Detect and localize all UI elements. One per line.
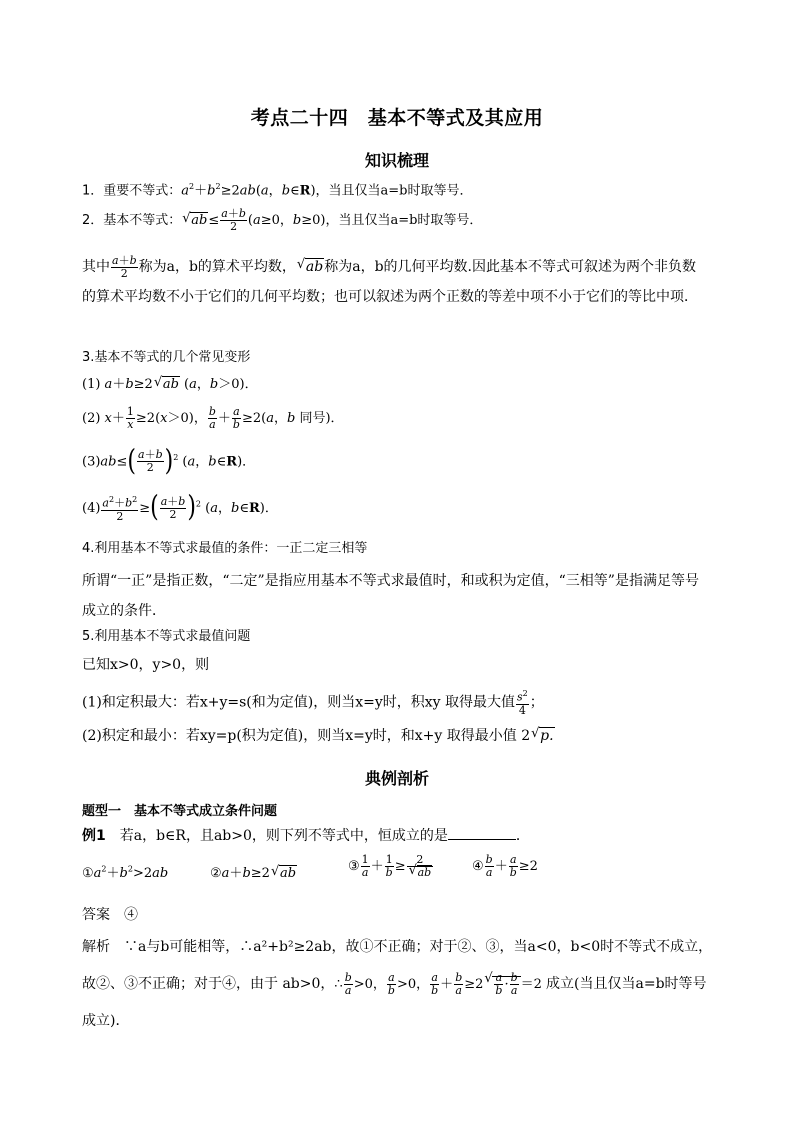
page-title: 考点二十四 基本不等式及其应用	[250, 107, 544, 129]
item-2: 2．基本不等式： √ ab≤ $\frac{a+b}{2}$ (a≥0，b≥0)，当且仅当a=b时取等号．	[82, 207, 483, 233]
answer-line: 答案 ④	[82, 907, 138, 923]
analysis-line-1: 解析 ∵a与b可能相等，∴a²+b²≥2ab，故①不正确；对于②、③，当a<0，b<0时不等式不成立，	[82, 939, 713, 955]
analysis-line-2: 故②、③不正确；对于④，由于 ab>0，∴ $\frac{b}{a}$ >0， $\frac{a}{b}$ >0， $\frac{a}{b}$ ＋ $\frac{b}{a}$ ≥2 √ $\frac{a}{b}$ · $\frac{b}{a}$ ＝2 成立(当且仅当a=b时等号	[82, 971, 707, 997]
variant-4: (4) $\frac{a^2+b^2}{2}$ ≥( $\frac{a+b}{2}$ )$^2$ (a，b∈R)．	[82, 491, 278, 524]
item-1-label: 1．重要不等式：	[82, 183, 182, 199]
item-4-heading: 4.利用基本不等式求最值的条件：一正二定三相等	[82, 541, 368, 556]
item-1: 1．重要不等式：$a^2+b^2\ge 2ab(a$，b∈R)，当且仅当a=b时取等号．	[82, 182, 473, 199]
variant-1: (1) a＋b≥2 √ ab (a，b＞0)．	[82, 375, 258, 392]
option-1: $①a^2+b^2>2ab$	[82, 864, 169, 881]
item-5-heading: 5.利用基本不等式求最值问题	[82, 629, 251, 644]
item-1-text: ，当且仅当a=b时取等号．	[315, 183, 473, 199]
item-2-label: 2．基本不等式：	[82, 213, 182, 228]
option-3: ③ $\frac{1}{a}$ ＋ $\frac{1}{b}$ ≥ 2 √ ab	[348, 853, 432, 879]
item-4-paragraph: 所谓“一正”是指正数，“二定”是指应用基本不等式求最值时，和或积为定值，“三相等”是指满足等号成立的条件．	[82, 573, 699, 619]
variant-2: (2) x＋ $\frac{1}{x}$ ≥2(x＞0)， $\frac{b}{a}$ ＋ $\frac{a}{b}$ ≥2(a，b 同号)．	[82, 405, 344, 431]
item-5-given: 已知x>0，y>0，则	[82, 657, 210, 673]
answer-blank	[448, 829, 516, 840]
item-2-text: ，当且仅当a=b时取等号．	[325, 213, 483, 228]
mean-explanation: 其中 $\frac{a+b}{2}$ 称为a，b的算术平均数， √ ab称为a，b的几何平均数.因此基本不等式可叙述为两个非负数的算术平均数不小于它们的几何平均数；也可以叙述为两个正数的等差中项不小于它们的等比中项．	[82, 253, 698, 305]
question-type-label: 题型一 基本不等式成立条件问题	[82, 804, 278, 819]
item-5-case-2: (2)积定和最小：若xy=p(积为定值)，则当x=y时，和x+y 取得最小值 2 √ p.	[82, 726, 554, 744]
example-1: 例1 若a，b∈R，且ab>0，则下列不等式中，恒成立的是 ．	[82, 828, 530, 844]
section-heading-examples: 典例剖析	[364, 769, 429, 788]
option-4: ④ $\frac{b}{a}$ ＋ $\frac{a}{b}$ ≥2	[472, 853, 538, 879]
analysis-line-3: 成立)．	[82, 1013, 130, 1029]
item-3-heading: 3.基本不等式的几个常见变形	[82, 350, 251, 365]
section-heading-knowledge: 知识梳理	[364, 151, 429, 170]
option-2: ②a＋b≥2 √ ab	[210, 864, 297, 881]
answer-value: ④	[124, 907, 138, 923]
item-5-case-1: (1)和定积最大：若x+y=s(和为定值)，则当x=y时，积xy 取得最大值 $\frac{s^2}{4}$ ；	[82, 689, 544, 717]
variant-3: (3)ab≤( $\frac{a+b}{2}$ )$^2$ (a，b∈R)．	[82, 444, 256, 478]
